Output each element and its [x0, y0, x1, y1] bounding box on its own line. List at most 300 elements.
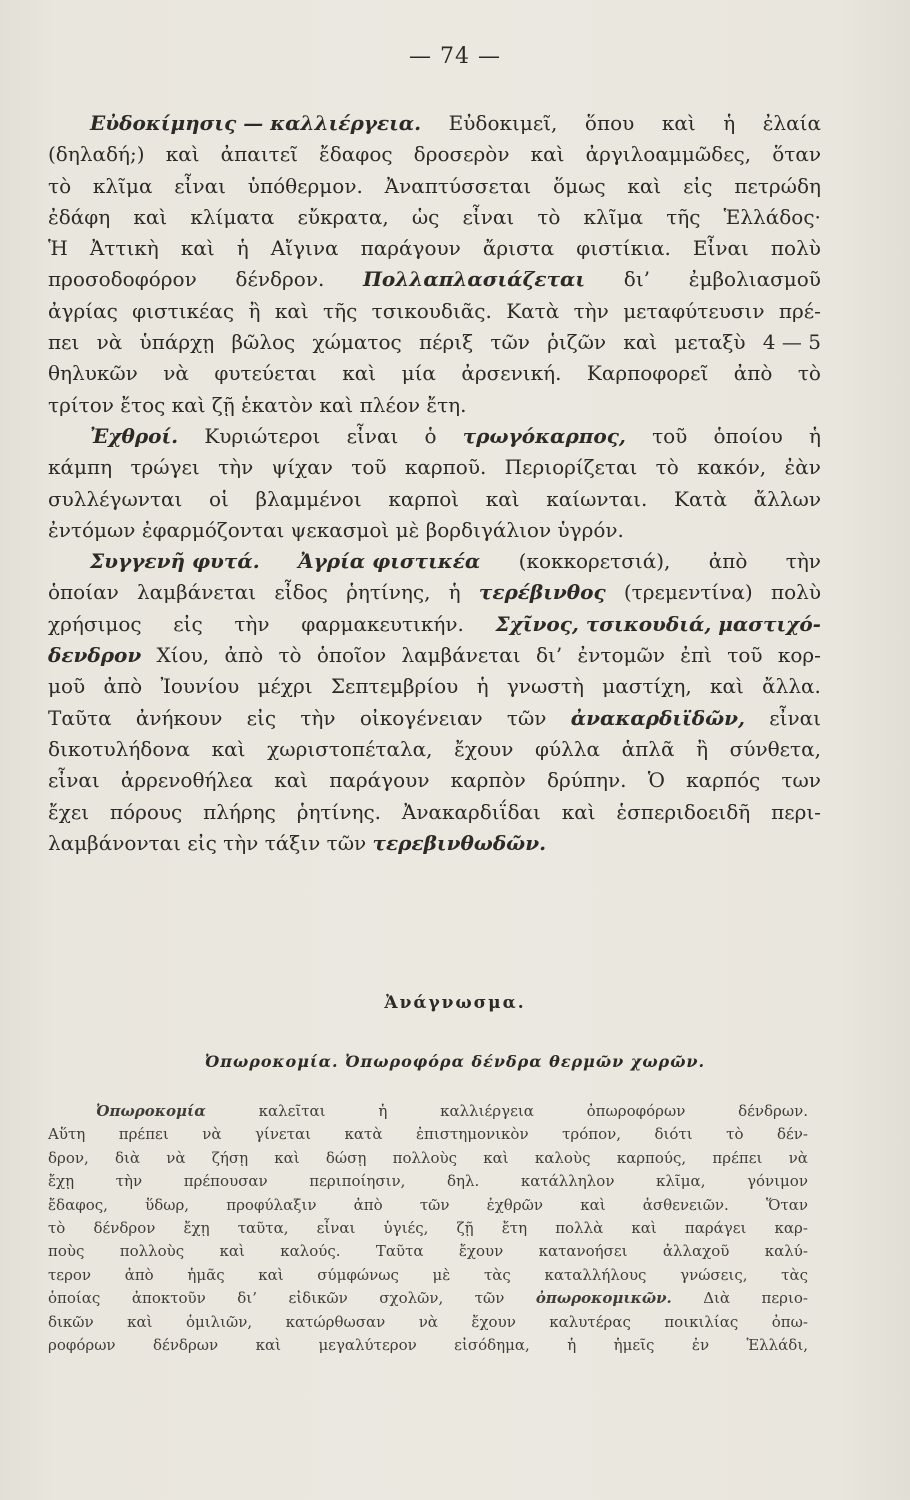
word: καὶ	[623, 330, 658, 355]
word: πρέπει	[712, 1148, 763, 1167]
word: ἡ	[236, 236, 249, 261]
word: φαρμακευτικήν.	[301, 611, 464, 636]
emphasized-term: Ἀγρία φιστικέα	[298, 549, 481, 574]
word: ἀρσενική.	[461, 361, 562, 386]
word: φυτεύεται	[214, 361, 317, 386]
emphasized-term: Σχῖνος, τσικουδιά, μαστιχό-	[495, 611, 821, 636]
word: ταῦτα,	[237, 1218, 289, 1237]
word: δρον,	[48, 1148, 89, 1167]
word: (δηλαδή;)	[48, 142, 145, 167]
word: ἔχῃ	[48, 1172, 75, 1191]
word: σχολῶν,	[379, 1289, 444, 1308]
word: οἱ	[209, 486, 229, 511]
word: εἶναι	[316, 1218, 356, 1237]
word: περι-	[771, 799, 821, 824]
emphasized-term: τερέβινθος	[478, 580, 606, 605]
text-line	[48, 546, 821, 577]
word: Χίου,	[156, 643, 210, 668]
word: καίωνται.	[546, 486, 648, 511]
word: γίνεται	[254, 1125, 312, 1144]
text-line	[48, 703, 821, 734]
emphasized-term: τερεβινθωδῶν.	[372, 830, 547, 855]
word: ἔχει	[48, 799, 90, 824]
word: 4 — 5	[762, 330, 821, 355]
emphasized-term: Ἐχθροί.	[90, 423, 179, 448]
word: ἡ	[808, 423, 821, 448]
word: βῶλος	[231, 330, 296, 355]
word: δι’	[237, 1289, 257, 1308]
word: κλίματα	[190, 204, 275, 229]
word: πέριξ	[419, 330, 474, 355]
word: Ἀνακαρδιΐδαι	[401, 799, 541, 824]
word: καὶ	[710, 674, 744, 699]
word: ἀποκτοῦν	[131, 1289, 206, 1308]
word: ἐντομῶν	[577, 643, 665, 668]
word: Ὅταν	[765, 1195, 808, 1214]
word: πετρώδη	[734, 173, 821, 198]
word: κατάλληλον	[520, 1172, 615, 1191]
word: ἀλλαχοῦ	[662, 1242, 730, 1261]
word: ὁποίαν	[48, 580, 119, 605]
word: εἶναι	[48, 768, 100, 793]
word: καὶ	[274, 1148, 300, 1167]
word: φιστίκια.	[576, 236, 671, 261]
word: καὶ	[483, 1148, 509, 1167]
word: εἶναι	[346, 423, 399, 448]
word: δι’	[623, 267, 651, 292]
word: πολὺ	[770, 236, 821, 261]
word: ὀπωροφόρων	[586, 1102, 686, 1120]
emphasized-term: Εὐδοκίμησις — καλλιέργεια.	[90, 111, 422, 135]
word: ὅταν	[772, 142, 821, 167]
word: ἑσπεριδοειδῆ	[616, 799, 751, 824]
word: τῆς	[323, 298, 358, 323]
word: πολλοὺς	[119, 1242, 185, 1261]
word: κάμπη	[48, 455, 113, 480]
word: πόρους	[109, 799, 183, 824]
word: Εὐδοκιμεῖ,	[448, 111, 558, 135]
word: ζήσῃ	[211, 1148, 249, 1167]
word: πολλοὺς	[392, 1148, 458, 1167]
word: ὑπάρχῃ	[139, 330, 215, 355]
word: ποικιλίας	[664, 1312, 739, 1331]
text-line	[48, 1217, 808, 1240]
word: κλῖμα	[583, 204, 644, 229]
text-line	[48, 452, 821, 483]
word: ἡ	[378, 1102, 388, 1120]
word: νὰ	[202, 1125, 222, 1144]
text-line	[48, 202, 821, 233]
word: τῆς	[666, 204, 701, 229]
text-line	[48, 765, 821, 796]
word: καλοὺς	[534, 1148, 591, 1167]
page-number: — 74 —	[409, 44, 501, 69]
main-text-block	[48, 108, 821, 859]
word: καὶ	[485, 486, 520, 511]
text-line	[48, 609, 821, 640]
word: ἀπὸ	[353, 1195, 383, 1214]
word: δικοτυλήδονα	[48, 736, 191, 761]
word: τοῦ	[351, 455, 387, 480]
text-line	[48, 640, 821, 671]
word: ἄλλων	[753, 486, 821, 511]
word: ἢ	[248, 298, 261, 323]
word: τὸ	[48, 1218, 66, 1237]
word: ἡμεῖς	[613, 1335, 655, 1354]
word: ἔχουν	[454, 736, 514, 761]
text-line	[48, 1240, 808, 1263]
word: καὶ	[127, 1312, 153, 1331]
word: μοῦ	[48, 674, 86, 699]
emphasized-term: τρωγόκαρπος,	[462, 423, 626, 448]
word: Ταῦτα	[48, 705, 112, 730]
word: καὶ	[561, 799, 596, 824]
word: καρ-	[774, 1218, 808, 1237]
word: ἀσθενειῶν.	[642, 1195, 729, 1214]
word: καρποῦ.	[404, 455, 487, 480]
word: καὶ	[133, 204, 168, 229]
emphasized-term: δενδρον	[48, 643, 142, 668]
word: εἶδος	[274, 580, 328, 605]
section-heading: Ἀνάγνωσμα.	[384, 993, 526, 1013]
word: τερον	[48, 1265, 92, 1284]
word: δρύπην.	[546, 768, 627, 793]
word: ὑγιές,	[383, 1218, 429, 1237]
word: ἡ	[567, 1335, 577, 1354]
word: ὁποῖον	[316, 643, 387, 668]
word: δένδρον	[93, 1218, 156, 1237]
word: Ταῦτα	[375, 1242, 424, 1261]
word: καὶ	[211, 736, 246, 761]
text-line	[48, 1194, 808, 1217]
word: τὸ	[48, 173, 72, 198]
word: ἀνήκουν	[135, 705, 223, 730]
word: καρπούς,	[616, 1148, 687, 1167]
word: γνωστὴ	[506, 674, 584, 699]
word: θηλυκῶν	[48, 361, 138, 386]
word: νὰ	[163, 361, 189, 386]
word: τσικουδιᾶς.	[371, 298, 492, 323]
text-line	[48, 1147, 808, 1170]
word: εἰδικῶν	[288, 1289, 348, 1308]
word: πρέ-	[778, 298, 821, 323]
text-line	[48, 1123, 808, 1146]
word: λαμβάνονται εἰς τὴν τάξιν τῶν	[48, 830, 373, 855]
word: δροσερὸν	[413, 142, 510, 167]
word: ἡ	[723, 111, 736, 135]
word: τὴν	[234, 611, 270, 636]
word: καὶ	[530, 142, 565, 167]
word: Διὰ	[703, 1289, 731, 1308]
word: ζῇ	[456, 1218, 474, 1237]
word: Κυριώτεροι	[204, 423, 321, 448]
word: μεγαλύτερον	[318, 1335, 417, 1354]
word: των	[781, 768, 821, 793]
word: τὸ	[726, 1125, 744, 1144]
word: ὑπόθερμον.	[247, 173, 363, 198]
word: ἔδαφος	[319, 142, 393, 167]
word: καλούς.	[280, 1242, 341, 1261]
word: καὶ	[165, 142, 200, 167]
text-line	[48, 327, 821, 358]
text-line	[48, 233, 821, 264]
word: καρπός	[686, 768, 761, 793]
text-line	[48, 671, 821, 702]
word: ὁποίας	[48, 1289, 101, 1308]
word: ῥιζῶν	[547, 330, 607, 355]
word: σύμφώνως	[317, 1265, 399, 1284]
word: καὶ	[342, 361, 377, 386]
text-line	[48, 139, 821, 170]
word: τοῦ	[652, 423, 688, 448]
text-line	[48, 484, 821, 515]
word: ἡ	[476, 674, 489, 699]
word: Κατὰ	[506, 298, 560, 323]
text-line	[48, 515, 821, 546]
word: Ἑλλάδι,	[746, 1335, 808, 1354]
word: δέν-	[776, 1125, 808, 1144]
word: καὶ	[258, 1265, 284, 1284]
text-line	[48, 390, 821, 421]
word: Κατὰ	[674, 486, 728, 511]
text-line	[48, 421, 821, 452]
word: καὶ	[274, 768, 309, 793]
word: νὰ	[96, 330, 123, 355]
emphasized-term: Πολλαπλασιάζεται	[363, 267, 586, 292]
word: ἐὰν	[784, 455, 821, 480]
emphasized-term: Ὀπωροκομία	[96, 1102, 206, 1120]
word: δώσῃ	[325, 1148, 367, 1167]
word: νὰ	[418, 1312, 438, 1331]
word: ποὺς	[48, 1242, 85, 1261]
word: δηλ.	[446, 1172, 480, 1191]
word: ὁμιλιῶν,	[185, 1312, 253, 1331]
word: καὶ	[219, 1242, 245, 1261]
word: φύλλα	[534, 736, 601, 761]
word: καταλλήλους	[544, 1265, 647, 1284]
word: εἶναι	[174, 173, 226, 198]
word: εὔκρατα,	[297, 204, 389, 229]
word: Ἀττικὴ	[89, 236, 159, 261]
word: ἐδάφη	[48, 204, 111, 229]
word: καλλιέργεια	[440, 1102, 534, 1120]
word: τῶν	[474, 1289, 505, 1308]
text-line	[48, 108, 821, 139]
word: πρέπουσαν	[183, 1172, 268, 1191]
word: καὶ	[274, 298, 309, 323]
word: νὰ	[788, 1148, 808, 1167]
word: τοῦ	[727, 643, 763, 668]
word: πει	[48, 330, 80, 355]
word: καρποὶ	[388, 486, 460, 511]
word: ἔχουν	[458, 1242, 504, 1261]
word: Εἶναι	[692, 236, 749, 261]
word: μία	[401, 361, 436, 386]
text-line	[48, 171, 821, 202]
word: Αὕτη	[48, 1125, 86, 1144]
word: Ἑλλάδος·	[723, 204, 821, 229]
word: μαστίχη,	[602, 674, 692, 699]
word: καὶ	[631, 1218, 657, 1237]
word: πολλὰ	[555, 1218, 604, 1237]
word: κακόν,	[697, 455, 767, 480]
word: ψίχαν	[271, 455, 333, 480]
word: ἔδαφος,	[48, 1195, 108, 1214]
word: Καρποφορεῖ	[586, 361, 709, 386]
word: ὡς	[411, 204, 440, 229]
word: πρέπει	[118, 1125, 169, 1144]
word: τὴν	[300, 705, 336, 730]
word: καρπὸν	[450, 768, 526, 793]
text-line	[48, 1334, 808, 1357]
text-line	[48, 828, 821, 859]
word: (τρεμεντίνα)	[623, 580, 753, 605]
word: ὁποίου	[713, 423, 783, 448]
word: νὰ	[166, 1148, 186, 1167]
word: ἐν	[691, 1335, 710, 1354]
word: συλλέγωνται	[48, 486, 183, 511]
word: κατανοήσει	[538, 1242, 628, 1261]
word: τὴν	[115, 1172, 143, 1191]
word: λαμβάνεται	[401, 643, 521, 668]
word: χρήσιμος	[48, 611, 142, 636]
word: δένδρων	[153, 1335, 219, 1354]
text-line	[48, 1100, 808, 1123]
word: δι’	[535, 643, 563, 668]
word: λαμβάνεται	[136, 580, 257, 605]
word: κλῖμα	[92, 173, 153, 198]
text-line	[48, 264, 821, 295]
word: δένδρον.	[235, 267, 325, 292]
word: περιποίησιν,	[309, 1172, 406, 1191]
word: ἐπιστημονικὸν	[415, 1125, 529, 1144]
word: ἁπλᾶ	[621, 736, 675, 761]
word: ὁ	[424, 423, 437, 448]
word: τὸ	[655, 455, 679, 480]
word: καλεῖται	[258, 1102, 326, 1120]
word: τὸ	[537, 204, 561, 229]
word: ὅμως	[553, 173, 606, 198]
word: εἰς	[246, 705, 277, 730]
word: τὸ	[278, 643, 302, 668]
word: ἀγρίας	[48, 298, 118, 323]
word: καὶ	[180, 236, 215, 261]
word: ἀργιλοαμμῶδες,	[585, 142, 752, 167]
word: ἐπὶ	[680, 643, 712, 668]
word: φιστικέας	[132, 298, 235, 323]
word: εἶναι	[462, 204, 515, 229]
word: μεταφύτευσιν	[623, 298, 765, 323]
word: ἐμβολιασμοῦ	[688, 267, 821, 292]
word: χωριστοπέταλα,	[267, 736, 433, 761]
word: τὸ	[797, 361, 821, 386]
word: ἡμᾶς	[187, 1265, 225, 1284]
text-line	[48, 1287, 808, 1310]
word: τῶν	[490, 330, 530, 355]
word: εἰσόδημα,	[454, 1335, 530, 1354]
word: κορ-	[777, 643, 821, 668]
word: τρόπον,	[562, 1125, 622, 1144]
word: (κοκκορετσιά),	[518, 549, 671, 574]
word: τρίτον ἔτος καὶ ζῇ ἑκατὸν καὶ πλέον ἔτη.	[48, 392, 467, 417]
word: τῶν	[506, 705, 547, 730]
word: εἰς	[173, 611, 203, 636]
word: ἄριστα	[482, 236, 555, 261]
emphasized-term: ὀπωροκομικῶν.	[535, 1289, 672, 1308]
word: κλῖμα,	[656, 1172, 706, 1191]
word: ἀπὸ	[124, 1265, 154, 1284]
word: καὶ	[580, 1195, 606, 1214]
text-line	[48, 1311, 808, 1334]
word: ἀπὸ	[708, 549, 748, 574]
word: ἐλαία	[762, 111, 821, 135]
word: ἢ	[696, 736, 709, 761]
word: ὅπου	[584, 111, 635, 135]
word: πολὺ	[770, 580, 821, 605]
word: καλύ-	[764, 1242, 808, 1261]
word: οἰκογένειαν	[359, 705, 483, 730]
word: ἄλλα.	[762, 674, 821, 699]
word: μέχρι	[257, 674, 313, 699]
word: ἀπὸ	[224, 643, 264, 668]
emphasized-term: ἀνακαρδιϊδῶν,	[570, 705, 745, 730]
word: κατὰ	[344, 1125, 383, 1144]
word: παράγει	[684, 1218, 747, 1237]
word: γόνιμον	[747, 1172, 808, 1191]
word: ἀρρενοθήλεα	[120, 768, 254, 793]
emphasized-term: Συγγενῆ φυτά.	[90, 549, 260, 574]
word: τὴν	[218, 455, 254, 480]
word: προσοδοφόρον	[48, 267, 197, 292]
word: τὴν	[573, 298, 609, 323]
word: ἀπαιτεῖ	[220, 142, 298, 167]
word: παράγουν	[360, 236, 461, 261]
word: τὰς	[483, 1265, 511, 1284]
word: ἔχουν	[471, 1312, 516, 1331]
section-subheading: Ὀπωροκομία. Ὀπωροφόρα δένδρα θερμῶν χωρῶν.	[204, 1052, 706, 1071]
word: τὰς	[781, 1265, 808, 1284]
word: ἀπὸ	[103, 674, 143, 699]
word: δένδρων.	[738, 1102, 808, 1120]
word: ἐντόμων ἐφαρμόζονται ψεκασμοὶ μὲ βορδιγάλιον ὑγρόν.	[48, 517, 624, 542]
word: χώματος	[312, 330, 402, 355]
word: ἔτη	[501, 1218, 528, 1237]
word: γνώσεις,	[680, 1265, 748, 1284]
word: Ἡ	[48, 236, 68, 261]
word: ῥητίνης,	[346, 580, 431, 605]
word: ἀπὸ	[733, 361, 773, 386]
word: μεταξὺ	[674, 330, 746, 355]
word: διότι	[654, 1125, 693, 1144]
word: καλυτέρας	[549, 1312, 631, 1331]
text-line	[48, 296, 821, 327]
word: περιο-	[761, 1289, 808, 1308]
word: καὶ	[255, 1335, 281, 1354]
text-line	[48, 1264, 808, 1287]
text-line	[48, 797, 821, 828]
word: πλήρης	[203, 799, 276, 824]
text-line	[48, 577, 821, 608]
word: κατώρθωσαν	[285, 1312, 386, 1331]
word: ὕδωρ,	[145, 1195, 190, 1214]
word: Περιορίζεται	[504, 455, 638, 480]
word: ἡ	[448, 580, 461, 605]
word: ῥητίνης.	[296, 799, 382, 824]
text-line	[48, 358, 821, 389]
word: βλαμμένοι	[255, 486, 362, 511]
word: Ἀναπτύσσεται	[384, 173, 532, 198]
word: τρώγει	[130, 455, 200, 480]
